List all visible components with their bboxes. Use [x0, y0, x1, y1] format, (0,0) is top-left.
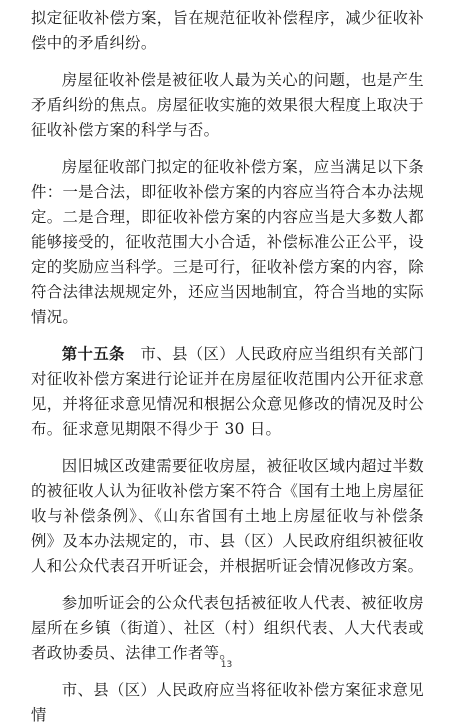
paragraph-gap	[31, 579, 424, 591]
paragraph-2	[31, 68, 424, 143]
paragraph-2-text: 房屋征收补偿是被征收人最为关心的问题，也是产生矛盾纠纷的焦点。房屋征收实施的效果很大程度上取决于征收补偿方案的科学与否。	[31, 71, 424, 139]
paragraph-5-text: 因旧城区改建需要征收房屋，被征收区域内超过半数的被征收人认为征收补偿方案不符合《国有土地上房屋征收与补偿条例》、《山东省国有土地上房屋征收与补偿条例》及本办法规定的，市、县（区）人民政府组织被征收人和公众代表召开听证会，并根据听证会情况修改方案。	[31, 457, 424, 575]
paragraph-5	[31, 454, 424, 579]
paragraph-gap	[31, 143, 424, 155]
body-text	[31, 6, 424, 728]
article-spacer	[125, 345, 141, 363]
paragraph-3-text: 房屋征收部门拟定的征收补偿方案，应当满足以下条件：一是合法，即征收补偿方案的内容应当符合本办法规定。二是合理，即征收补偿方案的内容应当是大多数人都能够接受的，征收范围大小合适，补偿标准公正公平，设定的奖励应当科学。三是可行，征收补偿方案的内容，除符合法律法规规定外，还应当因地制宜，符合当地的实际情况。	[31, 158, 424, 326]
article-number: 第十五条	[61, 345, 125, 363]
article-15	[31, 342, 424, 442]
paragraph-gap	[31, 442, 424, 454]
paragraph-6	[31, 591, 424, 666]
paragraph-6-text: 参加听证会的公众代表包括被征收人代表、被征收房屋所在乡镇（街道）、社区（村）组织代表、人大代表或者政协委员、法律工作者等。	[31, 594, 424, 662]
page-number: 13	[220, 660, 233, 670]
paragraph-gap	[31, 330, 424, 342]
paragraph-1-text: 拟定征收补偿方案，旨在规范征收补偿程序，减少征收补偿中的矛盾纠纷。	[31, 9, 424, 52]
paragraph-7-text: 市、县（区）人民政府应当将征收补偿方案征求意见情	[31, 681, 424, 724]
paragraph-gap	[31, 56, 424, 68]
paragraph-3	[31, 155, 424, 330]
paragraph-1	[31, 6, 424, 56]
article-15-text: 市、县（区）人民政府应当组织有关部门对征收补偿方案进行论证并在房屋征收范围内公开征求意见，并将征求意见情况和根据公众意见修改的情况及时公布。征求意见期限不得少于 30 日。	[31, 345, 424, 438]
